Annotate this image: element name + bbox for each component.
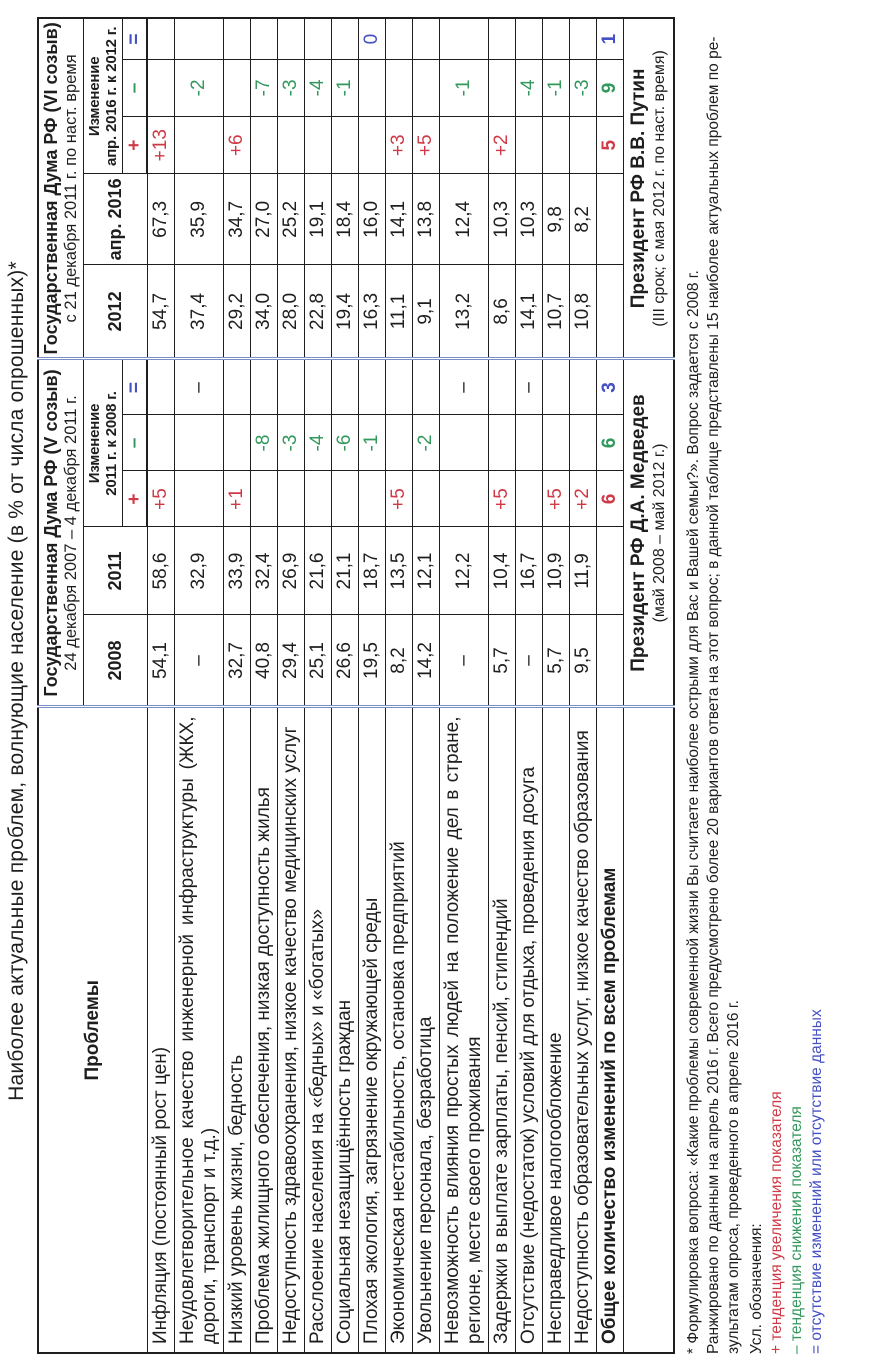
problem-cell: Невозможность влияния простых людей на положение дел в стране, регионе, месте своего проживания [439, 707, 488, 1353]
value-cell [412, 18, 439, 59]
value-cell [223, 415, 250, 471]
column-header-2011: 2011 [84, 527, 148, 615]
problem-cell: Социальная незащищённость граждан [331, 707, 358, 1353]
value-cell [331, 471, 358, 527]
value-cell [223, 18, 250, 59]
value-cell: -3 [277, 415, 304, 471]
value-cell [515, 18, 542, 59]
value-cell: 10,9 [542, 527, 569, 615]
problem-cell: Проблема жилищного обеспечения, низкая доступность жилья [250, 707, 277, 1353]
value-cell [385, 59, 412, 116]
value-cell: +2 [488, 117, 515, 174]
value-cell [542, 415, 569, 471]
value-cell: 10,3 [515, 174, 542, 265]
value-cell: 11,9 [569, 527, 596, 615]
value-cell: 9 [596, 59, 623, 116]
value-cell: 13,8 [412, 174, 439, 265]
value-cell: 5,7 [542, 615, 569, 707]
value-cell: 37,4 [174, 265, 223, 359]
value-cell: 21,1 [331, 527, 358, 615]
value-cell: 32,4 [250, 527, 277, 615]
value-cell [147, 359, 174, 415]
table-row [515, 18, 542, 1353]
table-row [542, 18, 569, 1353]
value-cell: – [439, 615, 488, 707]
value-cell [277, 18, 304, 59]
president-row-empty-cell [623, 707, 674, 1353]
table-row [277, 18, 304, 1353]
value-cell [304, 359, 331, 415]
value-cell [569, 359, 596, 415]
group-header-row [38, 18, 84, 1353]
value-cell: – [174, 615, 223, 707]
problem-cell: Недоступность здравоохранения, низкое качество медицинских услуг [277, 707, 304, 1353]
value-cell: 16,7 [515, 527, 542, 615]
value-cell: -3 [277, 59, 304, 116]
value-cell: 14,1 [385, 174, 412, 265]
value-cell: 67,3 [147, 174, 174, 265]
value-cell [358, 117, 385, 174]
value-cell [358, 471, 385, 527]
problem-cell: Расслоение населения на «бедных» и «богатых» [304, 707, 331, 1353]
value-cell: 13,5 [385, 527, 412, 615]
value-cell [596, 174, 623, 265]
value-cell: 16,3 [358, 265, 385, 359]
value-cell [174, 415, 223, 471]
problem-cell: Задержки в выплате зарплаты, пенсий, стипендий [488, 707, 515, 1353]
value-cell: 10,3 [488, 174, 515, 265]
value-cell: +13 [147, 117, 174, 174]
legend-item-minus: – тенденция снижения показателя [787, 1106, 805, 1354]
value-cell [569, 18, 596, 59]
value-cell: 19,5 [358, 615, 385, 707]
value-cell [412, 59, 439, 116]
table-footer-rows [596, 18, 674, 1353]
legend-item-plus: + тенденция увеличения показателя [767, 1091, 785, 1354]
value-cell: 5 [596, 117, 623, 174]
value-cell: 14,1 [515, 265, 542, 359]
value-cell: 14,2 [412, 615, 439, 707]
value-cell [277, 471, 304, 527]
table-row [412, 18, 439, 1353]
value-cell [385, 359, 412, 415]
value-cell: 12,2 [439, 527, 488, 615]
value-cell: -1 [439, 59, 488, 116]
value-cell: 26,6 [331, 615, 358, 707]
value-cell [358, 59, 385, 116]
value-cell: 25,1 [304, 615, 331, 707]
value-cell [250, 117, 277, 174]
president-putin-name: Президент РФ В.В. Путин [627, 68, 649, 309]
problem-cell: Недоступность образовательных услуг, низкое качество образования [569, 707, 596, 1353]
problem-cell: Увольнение персонала, безработица [412, 707, 439, 1353]
value-cell: +5 [147, 471, 174, 527]
value-cell: 28,0 [277, 265, 304, 359]
table-row [358, 18, 385, 1353]
president-medvedev-cell [623, 359, 674, 707]
value-cell [412, 359, 439, 415]
table-header [38, 18, 147, 1353]
minus-symbol-header-v: – [123, 415, 148, 471]
legend-title: Усл. обозначения: [747, 1223, 765, 1354]
value-cell: -4 [515, 59, 542, 116]
plus-symbol-header-v: + [123, 471, 148, 527]
value-cell [174, 18, 223, 59]
value-cell [331, 117, 358, 174]
value-cell: 9,5 [569, 615, 596, 707]
value-cell [147, 415, 174, 471]
value-cell: +5 [385, 471, 412, 527]
legend [747, 0, 827, 1354]
group-title-duma-v: Государственная Дума РФ (V созыв) [41, 369, 61, 697]
value-cell: 8,2 [385, 615, 412, 707]
value-cell [596, 615, 623, 707]
table-row [174, 18, 223, 1353]
value-cell: – [174, 359, 223, 415]
value-cell: -2 [174, 59, 223, 116]
value-cell: 19,4 [331, 265, 358, 359]
value-cell: 9,8 [542, 174, 569, 265]
president-putin-cell [623, 18, 674, 359]
value-cell [488, 18, 515, 59]
value-cell: 12,4 [439, 174, 488, 265]
change-header-v-line2: 2011 г. к 2008 г. [103, 391, 120, 496]
problem-cell: Низкий уровень жизни, бедность [223, 707, 250, 1353]
change-header-vi-line1: Изменение [86, 56, 103, 137]
group-subtitle-duma-vi: с 21 декабря 2011 г. по наст. время [62, 54, 80, 323]
problem-cell: Плохая экология, загрязнение окружающей среды [358, 707, 385, 1353]
value-cell: 54,1 [147, 615, 174, 707]
value-cell: 18,4 [331, 174, 358, 265]
change-header-v [84, 359, 123, 527]
table-row [439, 18, 488, 1353]
footnotes [684, 0, 827, 1354]
problem-cell: Отсутствие (недостаток) условий для отдыха, проведения досуга [515, 707, 542, 1353]
value-cell: – [515, 615, 542, 707]
value-cell: 1 [596, 18, 623, 59]
value-cell: 29,4 [277, 615, 304, 707]
president-medvedev-name: Президент РФ Д.А. Медведев [627, 394, 649, 672]
value-cell: 11,1 [385, 265, 412, 359]
value-cell [250, 359, 277, 415]
value-cell: 0 [358, 18, 385, 59]
value-cell [304, 18, 331, 59]
value-cell: 27,0 [250, 174, 277, 265]
table-row [331, 18, 358, 1353]
value-cell [331, 359, 358, 415]
value-cell [515, 471, 542, 527]
value-cell: 33,9 [223, 527, 250, 615]
value-cell [250, 471, 277, 527]
group-subtitle-duma-v: 24 декабря 2007 – 4 декабря 2011 г. [62, 395, 80, 671]
value-cell: +5 [412, 117, 439, 174]
group-title-duma-vi: Государственная Дума РФ (VI созыв) [41, 22, 61, 355]
plus-symbol-header-vi: + [123, 117, 148, 174]
value-cell [488, 359, 515, 415]
summary-label-cell: Общее количество изменений по всем проблемам [596, 707, 623, 1353]
value-cell: -3 [569, 59, 596, 116]
value-cell [174, 471, 223, 527]
value-cell: 58,6 [147, 527, 174, 615]
value-cell: 10,8 [569, 265, 596, 359]
value-cell [515, 117, 542, 174]
value-cell: +1 [223, 471, 250, 527]
value-cell [385, 18, 412, 59]
value-cell [331, 18, 358, 59]
value-cell: 18,7 [358, 527, 385, 615]
value-cell [488, 415, 515, 471]
value-cell: 32,9 [174, 527, 223, 615]
value-cell: -7 [250, 59, 277, 116]
value-cell: 9,1 [412, 265, 439, 359]
value-cell [385, 415, 412, 471]
value-cell: 29,2 [223, 265, 250, 359]
problems-column-header: Проблемы [38, 707, 147, 1353]
value-cell [250, 18, 277, 59]
value-cell: +5 [542, 471, 569, 527]
president-row [623, 18, 674, 1353]
value-cell: 34,7 [223, 174, 250, 265]
value-cell [277, 117, 304, 174]
value-cell: 26,9 [277, 527, 304, 615]
value-cell [412, 471, 439, 527]
president-medvedev-term: (май 2008 – май 2012 г.) [650, 443, 668, 623]
value-cell: +2 [569, 471, 596, 527]
footnote-ranking-1: Ранжировано по данным на апрель 2016 г. Всего предусмотрено более 20 вариантов ответа на этот вопрос; в данной таблице представлены 15 наиболее актуальных проблем по ре- [704, 36, 722, 1354]
problem-cell: Неудовлетворительное качество инженерной инфраструктуры (ЖКХ, дороги, транспорт и т.д.) [174, 707, 223, 1353]
value-cell: -6 [331, 415, 358, 471]
footnote-ranking-2: зультатам опроса, проведенного в апреле 2016 г. [724, 1000, 742, 1354]
table-row [488, 18, 515, 1353]
value-cell: +3 [385, 117, 412, 174]
value-cell: 12,1 [412, 527, 439, 615]
table-body [147, 18, 596, 1353]
value-cell: 5,7 [488, 615, 515, 707]
value-cell: 35,9 [174, 174, 223, 265]
summary-row [596, 18, 623, 1353]
footnote-question: * Формулировка вопроса: «Какие проблемы современной жизни Вы считаете наиболее острыми для Вас и Вашей семьи?». Вопрос задается с 2008 г. [684, 270, 702, 1354]
value-cell [277, 359, 304, 415]
value-cell: 6 [596, 471, 623, 527]
problems-table [37, 17, 675, 1354]
value-cell: 8,6 [488, 265, 515, 359]
value-cell: 6 [596, 415, 623, 471]
value-cell: 3 [596, 359, 623, 415]
value-cell [223, 359, 250, 415]
value-cell: 10,7 [542, 265, 569, 359]
value-cell: 25,2 [277, 174, 304, 265]
value-cell [515, 415, 542, 471]
president-putin-term: (III срок; с мая 2012 г. по наст. время) [650, 50, 668, 327]
value-cell: – [439, 359, 488, 415]
equal-symbol-header-v: = [123, 359, 148, 415]
value-cell [304, 471, 331, 527]
value-cell [147, 18, 174, 59]
value-cell [439, 471, 488, 527]
problem-cell: Несправедливое налогообложение [542, 707, 569, 1353]
value-cell [223, 59, 250, 116]
value-cell: 19,1 [304, 174, 331, 265]
value-cell [147, 59, 174, 116]
value-cell [596, 527, 623, 615]
value-cell: -1 [358, 415, 385, 471]
value-cell: -8 [250, 415, 277, 471]
value-cell: -2 [412, 415, 439, 471]
value-cell: 10,4 [488, 527, 515, 615]
value-cell: – [515, 359, 542, 415]
table-row [304, 18, 331, 1353]
value-cell: 8,2 [569, 174, 596, 265]
value-cell [542, 359, 569, 415]
problem-cell: Экономическая нестабильность, остановка предприятий [385, 707, 412, 1353]
value-cell [569, 117, 596, 174]
value-cell [439, 415, 488, 471]
table-row [223, 18, 250, 1353]
value-cell: -1 [542, 59, 569, 116]
value-cell: 40,8 [250, 615, 277, 707]
column-header-2008: 2008 [84, 615, 148, 707]
value-cell: 54,7 [147, 265, 174, 359]
value-cell [569, 415, 596, 471]
value-cell: 13,2 [439, 265, 488, 359]
value-cell: +5 [488, 471, 515, 527]
table-row [385, 18, 412, 1353]
value-cell [596, 265, 623, 359]
value-cell: -1 [331, 59, 358, 116]
change-header-vi-line2: апр. 2016 г. к 2012 г. [103, 26, 120, 166]
value-cell [304, 117, 331, 174]
minus-symbol-header-vi: – [123, 59, 148, 116]
group-header-duma-vi [38, 18, 84, 359]
column-header-2012: 2012 [84, 265, 148, 359]
change-header-vi [84, 18, 123, 174]
document-title: Наиболее актуальные проблем, волнующие население (в % от числа опрошенных)* [5, 261, 28, 1101]
value-cell [439, 117, 488, 174]
value-cell: 21,6 [304, 527, 331, 615]
value-cell: -4 [304, 415, 331, 471]
value-cell [542, 18, 569, 59]
value-cell [439, 18, 488, 59]
table-row [250, 18, 277, 1353]
value-cell [542, 117, 569, 174]
value-cell: +6 [223, 117, 250, 174]
value-cell [488, 59, 515, 116]
value-cell: 16,0 [358, 174, 385, 265]
change-header-v-line1: Изменение [86, 403, 103, 484]
value-cell: 32,7 [223, 615, 250, 707]
value-cell [174, 117, 223, 174]
group-header-duma-v [38, 359, 84, 707]
table-row [147, 18, 174, 1353]
problem-cell: Инфляция (постоянный рост цен) [147, 707, 174, 1353]
legend-item-equal: = отсутствие изменений или отсутствие данных [807, 1009, 825, 1354]
value-cell: 34,0 [250, 265, 277, 359]
value-cell: 22,8 [304, 265, 331, 359]
value-cell: -4 [304, 59, 331, 116]
value-cell [358, 359, 385, 415]
equal-symbol-header-vi: = [123, 18, 148, 59]
column-header-apr2016: апр. 2016 [84, 174, 148, 265]
table-row [569, 18, 596, 1353]
